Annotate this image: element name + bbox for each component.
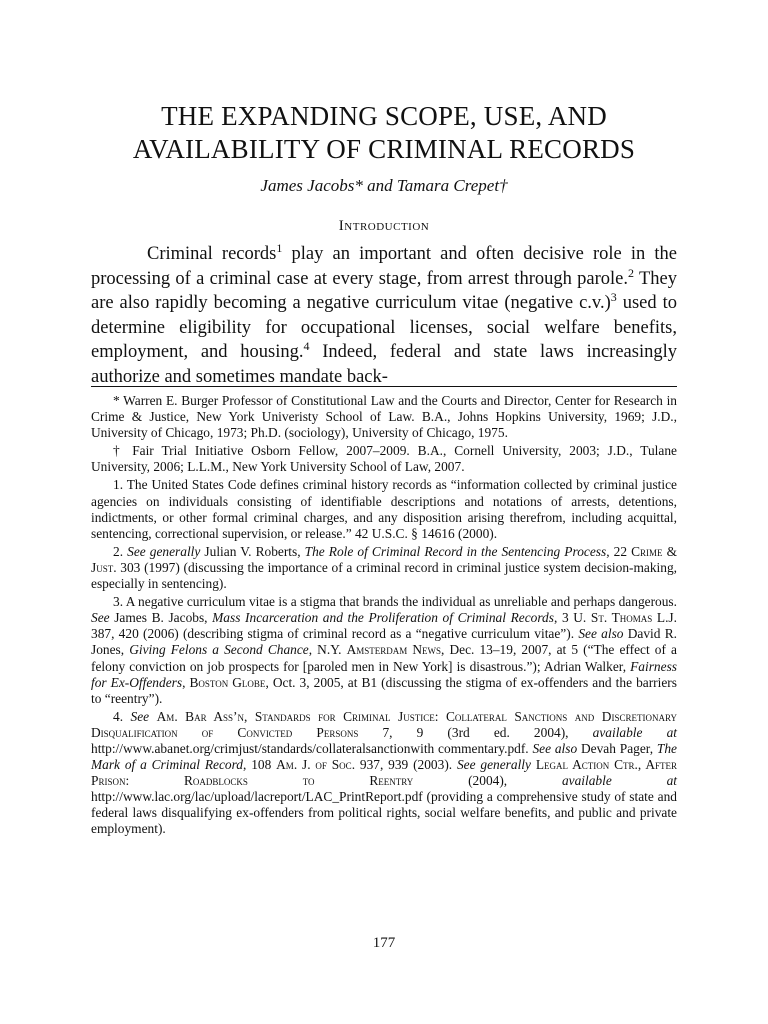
fn4-journal: Am. J. of Soc. bbox=[276, 757, 356, 773]
body-text-5: Indeed, federal and state laws increasingly authorize and sometimes mandate back- bbox=[91, 342, 677, 387]
fn3-text: , 3 U. bbox=[553, 610, 591, 626]
footnotes bbox=[91, 393, 677, 840]
fn3-text: , Dec. 13–19, 2007, at 5 (“The effect of a felony conviction on job prospects for [paroled men in New York] is disastrous.”); Adrian Walker, bbox=[91, 642, 677, 674]
footnote-star: * Warren E. Burger Professor of Constitutional Law and the Courts and Director, Center for Research in Crime & Justice, New York Univeristy School of Law. B.A., Johns Hopkins University, 1969; J.D., University of Chicago, 1973; Ph.D. (sociology), University of Chicago, 1975. bbox=[91, 393, 677, 441]
fn3-text: David R. Jones, bbox=[91, 626, 677, 658]
fn2-article-title: The Role of Criminal Record in the Sentencing Process bbox=[304, 543, 607, 559]
body-paragraph bbox=[91, 242, 677, 389]
fn4-text: Devah Pager, bbox=[577, 740, 657, 756]
fn3-text: , N.Y. bbox=[308, 642, 347, 658]
fn2-text: , 22 bbox=[606, 543, 632, 559]
fn3-text: , Oct. 3, 2005, at B1 (discussing the stigma of ex-offenders and the barriers to “reentry”). bbox=[91, 674, 677, 706]
footnote-ref-1: 1 bbox=[276, 240, 283, 255]
footnote-2 bbox=[91, 544, 677, 592]
title-line-2: AVAILABILITY OF CRIMINAL RECORDS bbox=[132, 134, 636, 164]
body-text-1: Criminal records bbox=[147, 244, 277, 264]
fn2-text: 2. bbox=[113, 543, 128, 559]
fn3-signal: See bbox=[91, 610, 110, 626]
fn2-signal: See generally bbox=[127, 543, 201, 559]
fn4-text: (2004), bbox=[413, 773, 562, 789]
author-line bbox=[60, 176, 708, 196]
footnote-dagger: † Fair Trial Initiative Osborn Fellow, 2007–2009. B.A., Cornell University, 2003; J.D., Tulane University, 2006; L.L.M., New York University School of Law, 2007. bbox=[91, 443, 677, 475]
fn4-text bbox=[149, 709, 157, 724]
fn2-journal: Crime & Just. bbox=[91, 543, 677, 575]
fn3-text: L.J. 387, 420 (2006) (describing stigma of criminal record as a “negative curriculum vitae”). bbox=[91, 610, 677, 642]
fn4-signal: See bbox=[130, 708, 150, 724]
fn4-signal: available at bbox=[561, 773, 678, 789]
fn4-source: Legal Action Ctr., After Prison: Roadblocks to Reentry bbox=[91, 757, 677, 789]
footnote-ref-3: 3 bbox=[610, 289, 617, 304]
fn3-publication: Boston Globe bbox=[189, 674, 266, 690]
author-1-mark: * bbox=[354, 176, 363, 195]
fn3-text: , bbox=[182, 674, 190, 690]
article-title bbox=[60, 100, 708, 166]
fn4-article-title: The Mark of a Criminal Record bbox=[91, 740, 677, 773]
author-2: Tamara Crepet bbox=[396, 176, 500, 195]
authors-conjunction: and bbox=[362, 176, 397, 195]
fn4-text: 4. bbox=[113, 708, 131, 724]
fn4-signal: See generally bbox=[456, 757, 531, 773]
fn3-article-title: Fairness for Ex-Offenders bbox=[91, 658, 677, 690]
author-2-mark: † bbox=[499, 176, 508, 195]
footnote-ref-2: 2 bbox=[628, 265, 635, 280]
footnote-ref-4: 4 bbox=[303, 338, 310, 353]
fn2-text: 303 (1997) (discussing the importance of a criminal record in criminal justice system decision-making, especially in sentencing). bbox=[91, 559, 677, 592]
body-text-3: They are also rapidly becoming a negative curriculum vitae (negative c.v.) bbox=[91, 268, 677, 313]
fn2-text: Julian V. Roberts, bbox=[200, 543, 305, 559]
fn4-url: http://www.abanet.org/crimjust/standards/collateralsanctionwith commentary.pdf. bbox=[91, 740, 533, 756]
author-1: James Jacobs bbox=[260, 176, 355, 195]
fn4-signal: See also bbox=[532, 740, 578, 756]
fn3-article-title: Mass Incarceration and the Proliferation of Criminal Records bbox=[212, 610, 554, 626]
fn3-text: James B. Jacobs, bbox=[109, 610, 213, 626]
fn3-article-title: Giving Felons a Second Chance bbox=[129, 642, 309, 658]
fn4-text: 937, 939 (2003). bbox=[355, 757, 457, 773]
fn4-source: Am. Bar Ass’n, Standards for Criminal Justice: Collateral Sanctions and Discretionary Disqualification of Convicted Persons bbox=[91, 708, 677, 740]
body-text-2: play an important and often decisive role in the processing of a criminal case at every stage, from arrest through parole. bbox=[91, 244, 677, 289]
fn4-url: http://www.lac.org/lac/upload/lacreport/LAC_PrintReport.pdf (providing a comprehensive study of state and federal laws disqualifying ex-offenders from political rights, social welfare benefits, and public and private employment). bbox=[91, 789, 677, 837]
fn3-publication: Amsterdam News bbox=[346, 642, 442, 658]
fn4-text: , 108 bbox=[243, 757, 277, 773]
section-heading: Introduction bbox=[338, 218, 430, 234]
fn4-text: 7, 9 (3rd ed. 2004), bbox=[358, 724, 593, 740]
footnote-4 bbox=[91, 709, 677, 838]
title-line-1: THE EXPANDING SCOPE, USE, AND bbox=[161, 101, 607, 131]
footnote-3 bbox=[91, 594, 677, 707]
footnote-divider bbox=[91, 386, 677, 387]
body-text-4: used to determine eligibility for occupational licenses, social welfare benefits, employment, and housing. bbox=[91, 293, 677, 362]
fn4-signal: available at bbox=[592, 724, 677, 740]
fn3-text: 3. A negative curriculum vitae is a stigma that brands the individual as unreliable and perhaps dangerous. bbox=[113, 594, 677, 610]
footnote-1: 1. The United States Code defines criminal history records as “information collected by criminal justice agencies on individuals consisting of identifiable descriptions and notations of arrests, detentions, indictments, or other formal criminal charges, and any disposition arising therefrom, including acquittal, sentencing, correctional supervision, or release.” 42 U.S.C. § 14616 (2000). bbox=[91, 477, 677, 541]
page-number: 177 bbox=[372, 935, 396, 951]
fn3-journal: St. Thomas bbox=[590, 610, 653, 626]
fn3-signal: See also bbox=[578, 626, 624, 642]
